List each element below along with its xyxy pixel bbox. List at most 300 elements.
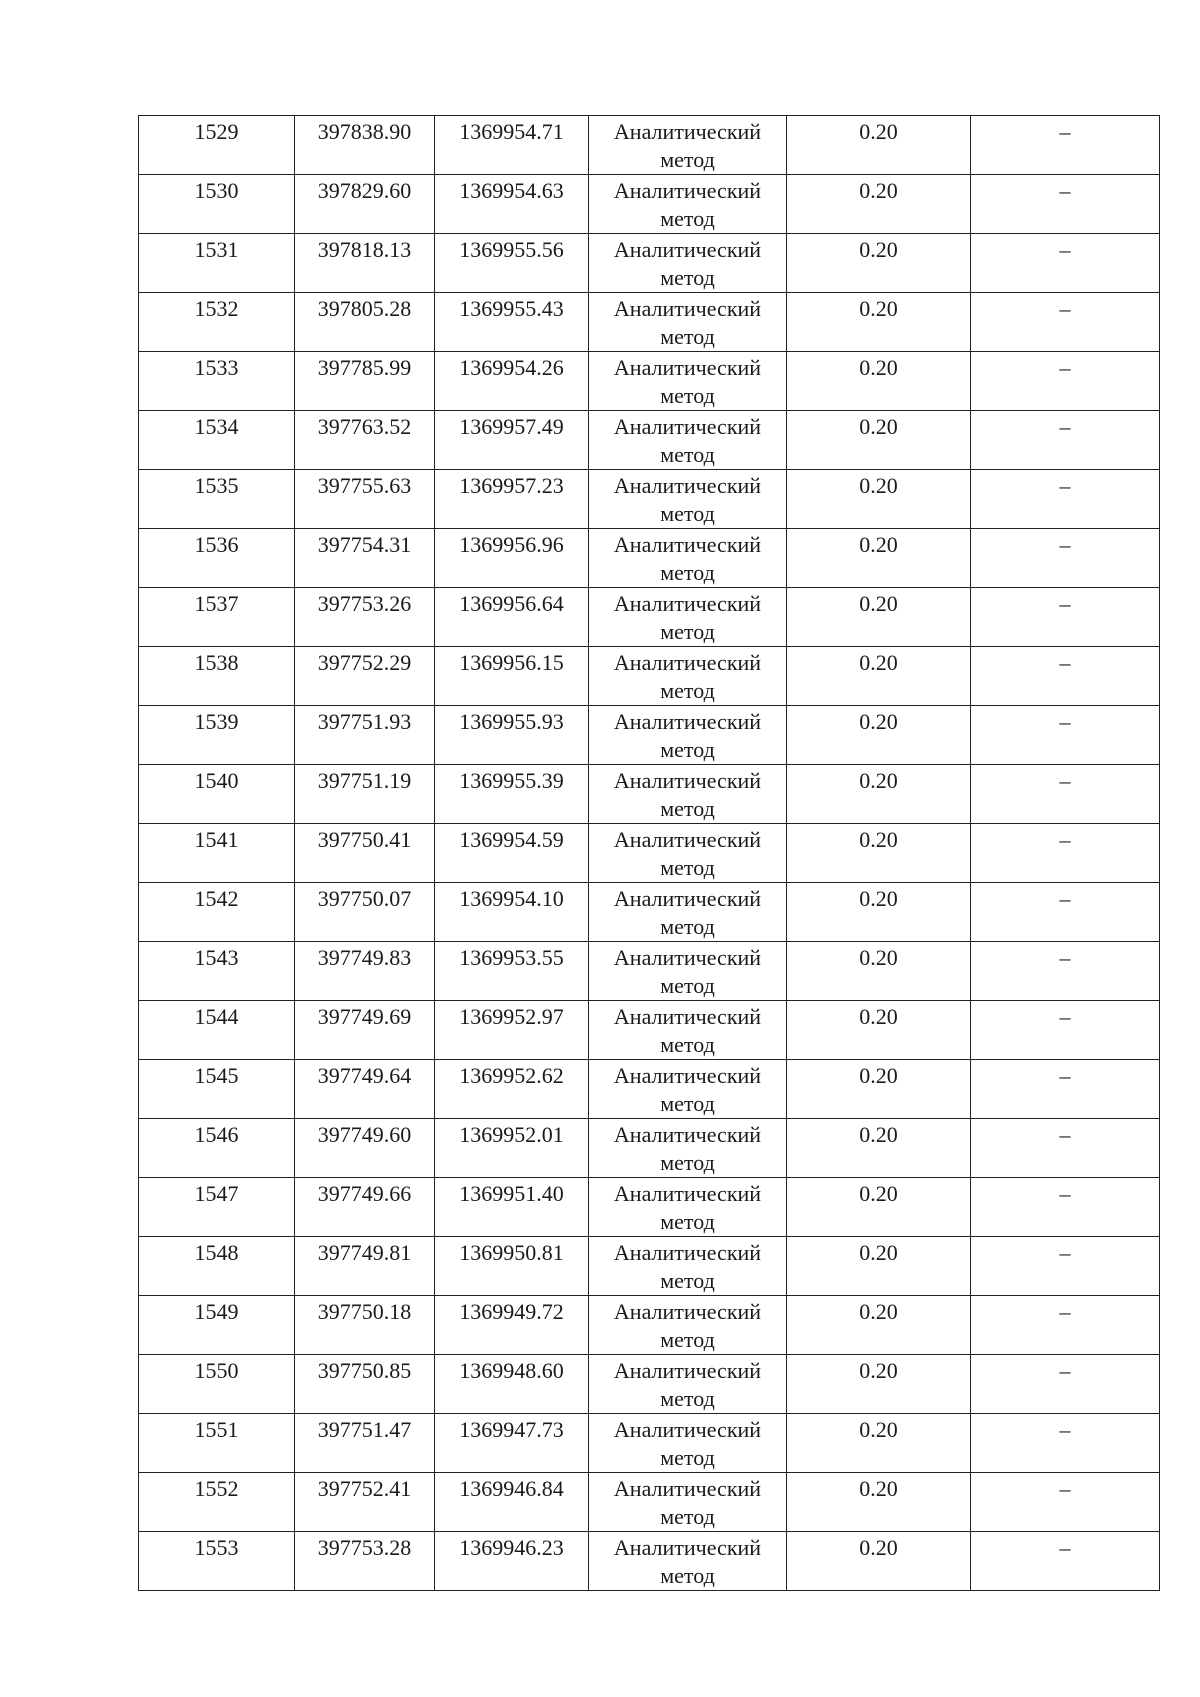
x-coordinate-cell: [295, 1060, 435, 1119]
method-text: [589, 1001, 786, 1059]
note-cell-text: –: [1059, 237, 1071, 262]
x-coordinate-cell-text: 397749.60: [317, 1122, 412, 1147]
method-cell: [589, 647, 787, 706]
method-text: [589, 1237, 786, 1295]
method-line-1: Аналитический: [613, 355, 762, 380]
note-cell-text: –: [1059, 1476, 1071, 1501]
x-coordinate-cell: [295, 765, 435, 824]
point-number-cell: [139, 1532, 295, 1591]
note-cell-text: –: [1059, 945, 1071, 970]
method-line-2: метод: [660, 1563, 715, 1588]
point-number-cell-text: 1535: [194, 473, 239, 498]
y-coordinate-cell: [435, 647, 589, 706]
y-coordinate-cell: [435, 1473, 589, 1532]
accuracy-cell-text: 0.20: [859, 1358, 898, 1383]
point-number-cell-text: 1529: [194, 119, 239, 144]
accuracy-cell-text: 0.20: [859, 1299, 898, 1324]
method-line-2: метод: [660, 147, 715, 172]
method-cell: [589, 1060, 787, 1119]
note-cell-text: –: [1059, 886, 1071, 911]
accuracy-cell-text: 0.20: [859, 1122, 898, 1147]
y-coordinate-cell: [435, 883, 589, 942]
method-text: [589, 824, 786, 882]
method-line-2: метод: [660, 1504, 715, 1529]
accuracy-cell-text: 0.20: [859, 709, 898, 734]
y-coordinate-cell: [435, 1119, 589, 1178]
accuracy-cell-text: 0.20: [859, 414, 898, 439]
note-cell-text: –: [1059, 1063, 1071, 1088]
point-number-cell: [139, 824, 295, 883]
accuracy-cell-text: 0.20: [859, 886, 898, 911]
point-number-cell-text: 1551: [194, 1417, 239, 1442]
accuracy-cell: [787, 1237, 971, 1296]
point-number-cell-text: 1539: [194, 709, 239, 734]
accuracy-cell-text: 0.20: [859, 827, 898, 852]
y-coordinate-cell-text: 1369955.56: [459, 237, 564, 262]
point-number-cell: [139, 293, 295, 352]
table-row: [139, 824, 1160, 883]
method-line-2: метод: [660, 1150, 715, 1175]
point-number-cell-text: 1536: [194, 532, 239, 557]
y-coordinate-cell-text: 1369950.81: [459, 1240, 564, 1265]
method-line-1: Аналитический: [613, 886, 762, 911]
x-coordinate-cell-text: 397750.18: [317, 1299, 412, 1324]
note-cell: [971, 824, 1160, 883]
method-line-2: метод: [660, 855, 715, 880]
y-coordinate-cell: [435, 942, 589, 1001]
x-coordinate-cell-text: 397838.90: [317, 119, 412, 144]
accuracy-cell: [787, 1119, 971, 1178]
table-row: [139, 1414, 1160, 1473]
point-number-cell: [139, 942, 295, 1001]
y-coordinate-cell-text: 1369946.23: [459, 1535, 564, 1560]
accuracy-cell: [787, 1414, 971, 1473]
note-cell: [971, 1001, 1160, 1060]
method-line-1: Аналитический: [613, 296, 762, 321]
point-number-cell-text: 1545: [194, 1063, 239, 1088]
x-coordinate-cell-text: 397829.60: [317, 178, 412, 203]
method-cell: [589, 1119, 787, 1178]
y-coordinate-cell-text: 1369952.01: [459, 1122, 564, 1147]
point-number-cell-text: 1540: [194, 768, 239, 793]
method-text: [589, 293, 786, 351]
accuracy-cell-text: 0.20: [859, 768, 898, 793]
x-coordinate-cell-text: 397749.64: [317, 1063, 412, 1088]
method-text: [589, 1296, 786, 1354]
point-number-cell-text: 1543: [194, 945, 239, 970]
method-line-1: Аналитический: [613, 178, 762, 203]
point-number-cell-text: 1530: [194, 178, 239, 203]
method-line-2: метод: [660, 324, 715, 349]
method-cell: [589, 883, 787, 942]
x-coordinate-cell-text: 397805.28: [317, 296, 412, 321]
note-cell: [971, 1414, 1160, 1473]
note-cell-text: –: [1059, 296, 1071, 321]
point-number-cell: [139, 1355, 295, 1414]
method-line-2: метод: [660, 619, 715, 644]
note-cell-text: –: [1059, 827, 1071, 852]
method-line-2: метод: [660, 1209, 715, 1234]
note-cell: [971, 647, 1160, 706]
note-cell-text: –: [1059, 1004, 1071, 1029]
note-cell: [971, 293, 1160, 352]
table-body: [139, 116, 1160, 1591]
method-line-1: Аналитический: [613, 709, 762, 734]
method-line-1: Аналитический: [613, 591, 762, 616]
method-line-2: метод: [660, 1091, 715, 1116]
point-number-cell-text: 1534: [194, 414, 239, 439]
method-cell: [589, 175, 787, 234]
point-number-cell-text: 1542: [194, 886, 239, 911]
method-cell: [589, 588, 787, 647]
method-text: [589, 883, 786, 941]
y-coordinate-cell-text: 1369953.55: [459, 945, 564, 970]
note-cell-text: –: [1059, 709, 1071, 734]
note-cell-text: –: [1059, 1417, 1071, 1442]
method-text: [589, 352, 786, 410]
point-number-cell-text: 1547: [194, 1181, 239, 1206]
accuracy-cell-text: 0.20: [859, 1476, 898, 1501]
point-number-cell: [139, 883, 295, 942]
method-line-1: Аналитический: [613, 473, 762, 498]
note-cell-text: –: [1059, 178, 1071, 203]
x-coordinate-cell: [295, 470, 435, 529]
method-line-2: метод: [660, 265, 715, 290]
accuracy-cell: [787, 175, 971, 234]
method-line-1: Аналитический: [613, 1240, 762, 1265]
y-coordinate-cell-text: 1369952.97: [459, 1004, 564, 1029]
note-cell-text: –: [1059, 119, 1071, 144]
point-number-cell: [139, 588, 295, 647]
y-coordinate-cell-text: 1369955.39: [459, 768, 564, 793]
point-number-cell: [139, 1237, 295, 1296]
table-row: [139, 116, 1160, 175]
note-cell-text: –: [1059, 768, 1071, 793]
method-line-1: Аналитический: [613, 650, 762, 675]
method-text: [589, 1532, 786, 1590]
point-number-cell-text: 1533: [194, 355, 239, 380]
note-cell: [971, 1296, 1160, 1355]
x-coordinate-cell-text: 397751.47: [317, 1417, 412, 1442]
x-coordinate-cell: [295, 293, 435, 352]
note-cell-text: –: [1059, 1240, 1071, 1265]
point-number-cell: [139, 1296, 295, 1355]
method-line-1: Аналитический: [613, 237, 762, 262]
y-coordinate-cell: [435, 352, 589, 411]
x-coordinate-cell: [295, 116, 435, 175]
method-line-1: Аналитический: [613, 1004, 762, 1029]
y-coordinate-cell: [435, 470, 589, 529]
note-cell: [971, 1119, 1160, 1178]
note-cell: [971, 942, 1160, 1001]
table-row: [139, 706, 1160, 765]
point-number-cell-text: 1544: [194, 1004, 239, 1029]
method-line-2: метод: [660, 1445, 715, 1470]
accuracy-cell: [787, 647, 971, 706]
y-coordinate-cell: [435, 1296, 589, 1355]
point-number-cell-text: 1538: [194, 650, 239, 675]
y-coordinate-cell-text: 1369957.49: [459, 414, 564, 439]
x-coordinate-cell: [295, 411, 435, 470]
x-coordinate-cell: [295, 647, 435, 706]
point-number-cell: [139, 1060, 295, 1119]
method-cell: [589, 234, 787, 293]
point-number-cell-text: 1541: [194, 827, 239, 852]
method-line-1: Аналитический: [613, 1476, 762, 1501]
method-text: [589, 470, 786, 528]
accuracy-cell: [787, 1532, 971, 1591]
method-text: [589, 234, 786, 292]
note-cell-text: –: [1059, 1299, 1071, 1324]
accuracy-cell-text: 0.20: [859, 1240, 898, 1265]
method-cell: [589, 1296, 787, 1355]
x-coordinate-cell: [295, 175, 435, 234]
accuracy-cell: [787, 1355, 971, 1414]
method-line-2: метод: [660, 678, 715, 703]
note-cell: [971, 1355, 1160, 1414]
method-line-2: метод: [660, 1032, 715, 1057]
point-number-cell: [139, 175, 295, 234]
x-coordinate-cell: [295, 706, 435, 765]
method-text: [589, 1355, 786, 1413]
x-coordinate-cell-text: 397752.41: [317, 1476, 412, 1501]
method-text: [589, 765, 786, 823]
point-number-cell-text: 1548: [194, 1240, 239, 1265]
point-number-cell-text: 1532: [194, 296, 239, 321]
y-coordinate-cell: [435, 1355, 589, 1414]
y-coordinate-cell: [435, 234, 589, 293]
x-coordinate-cell-text: 397753.26: [317, 591, 412, 616]
x-coordinate-cell: [295, 824, 435, 883]
x-coordinate-cell-text: 397750.85: [317, 1358, 412, 1383]
accuracy-cell: [787, 942, 971, 1001]
accuracy-cell: [787, 824, 971, 883]
y-coordinate-cell: [435, 588, 589, 647]
x-coordinate-cell: [295, 883, 435, 942]
table-row: [139, 1178, 1160, 1237]
method-line-1: Аналитический: [613, 827, 762, 852]
x-coordinate-cell: [295, 588, 435, 647]
y-coordinate-cell-text: 1369949.72: [459, 1299, 564, 1324]
y-coordinate-cell-text: 1369956.64: [459, 591, 564, 616]
note-cell: [971, 1532, 1160, 1591]
accuracy-cell-text: 0.20: [859, 237, 898, 262]
y-coordinate-cell-text: 1369951.40: [459, 1181, 564, 1206]
x-coordinate-cell: [295, 234, 435, 293]
method-cell: [589, 1237, 787, 1296]
table-row: [139, 1060, 1160, 1119]
y-coordinate-cell-text: 1369954.26: [459, 355, 564, 380]
method-line-1: Аналитический: [613, 1181, 762, 1206]
point-number-cell-text: 1552: [194, 1476, 239, 1501]
method-text: [589, 1473, 786, 1531]
method-cell: [589, 293, 787, 352]
point-number-cell: [139, 1414, 295, 1473]
y-coordinate-cell-text: 1369955.43: [459, 296, 564, 321]
x-coordinate-cell-text: 397749.83: [317, 945, 412, 970]
x-coordinate-cell: [295, 1532, 435, 1591]
accuracy-cell-text: 0.20: [859, 591, 898, 616]
note-cell: [971, 234, 1160, 293]
accuracy-cell: [787, 470, 971, 529]
method-cell: [589, 116, 787, 175]
method-text: [589, 1414, 786, 1472]
method-cell: [589, 470, 787, 529]
accuracy-cell: [787, 1178, 971, 1237]
method-cell: [589, 529, 787, 588]
point-number-cell: [139, 1119, 295, 1178]
accuracy-cell-text: 0.20: [859, 119, 898, 144]
method-line-2: метод: [660, 1327, 715, 1352]
note-cell-text: –: [1059, 650, 1071, 675]
method-cell: [589, 706, 787, 765]
x-coordinate-cell-text: 397750.07: [317, 886, 412, 911]
note-cell: [971, 529, 1160, 588]
y-coordinate-cell-text: 1369954.10: [459, 886, 564, 911]
y-coordinate-cell: [435, 765, 589, 824]
point-number-cell: [139, 1473, 295, 1532]
table-row: [139, 352, 1160, 411]
accuracy-cell-text: 0.20: [859, 532, 898, 557]
y-coordinate-cell-text: 1369954.59: [459, 827, 564, 852]
y-coordinate-cell-text: 1369956.96: [459, 532, 564, 557]
method-line-1: Аналитический: [613, 532, 762, 557]
method-text: [589, 529, 786, 587]
method-text: [589, 116, 786, 174]
accuracy-cell: [787, 352, 971, 411]
method-cell: [589, 1355, 787, 1414]
x-coordinate-cell-text: 397751.19: [317, 768, 412, 793]
table-row: [139, 1119, 1160, 1178]
method-text: [589, 588, 786, 646]
table-row: [139, 765, 1160, 824]
accuracy-cell-text: 0.20: [859, 1004, 898, 1029]
y-coordinate-cell-text: 1369954.71: [459, 119, 564, 144]
x-coordinate-cell-text: 397749.81: [317, 1240, 412, 1265]
method-line-1: Аналитический: [613, 1358, 762, 1383]
note-cell-text: –: [1059, 355, 1071, 380]
accuracy-cell-text: 0.20: [859, 473, 898, 498]
table-row: [139, 470, 1160, 529]
method-text: [589, 706, 786, 764]
x-coordinate-cell: [295, 1119, 435, 1178]
note-cell-text: –: [1059, 591, 1071, 616]
y-coordinate-cell: [435, 116, 589, 175]
accuracy-cell: [787, 706, 971, 765]
method-line-1: Аналитический: [613, 414, 762, 439]
table-row: [139, 1001, 1160, 1060]
accuracy-cell-text: 0.20: [859, 1535, 898, 1560]
table-row: [139, 883, 1160, 942]
accuracy-cell: [787, 1060, 971, 1119]
accuracy-cell-text: 0.20: [859, 1417, 898, 1442]
x-coordinate-cell: [295, 942, 435, 1001]
note-cell-text: –: [1059, 414, 1071, 439]
y-coordinate-cell: [435, 1060, 589, 1119]
note-cell-text: –: [1059, 532, 1071, 557]
x-coordinate-cell-text: 397752.29: [317, 650, 412, 675]
x-coordinate-cell-text: 397749.69: [317, 1004, 412, 1029]
note-cell-text: –: [1059, 1358, 1071, 1383]
table-row: [139, 942, 1160, 1001]
point-number-cell: [139, 1001, 295, 1060]
table-row: [139, 1296, 1160, 1355]
x-coordinate-cell-text: 397749.66: [317, 1181, 412, 1206]
x-coordinate-cell: [295, 1355, 435, 1414]
point-number-cell: [139, 529, 295, 588]
method-line-1: Аналитический: [613, 1063, 762, 1088]
method-line-2: метод: [660, 796, 715, 821]
note-cell-text: –: [1059, 1122, 1071, 1147]
method-line-1: Аналитический: [613, 1299, 762, 1324]
note-cell: [971, 411, 1160, 470]
method-cell: [589, 942, 787, 1001]
table-row: [139, 1237, 1160, 1296]
method-line-2: метод: [660, 501, 715, 526]
y-coordinate-cell: [435, 175, 589, 234]
note-cell: [971, 1178, 1160, 1237]
x-coordinate-cell: [295, 1001, 435, 1060]
table-row: [139, 234, 1160, 293]
point-number-cell-text: 1549: [194, 1299, 239, 1324]
accuracy-cell: [787, 1001, 971, 1060]
y-coordinate-cell: [435, 529, 589, 588]
point-number-cell-text: 1550: [194, 1358, 239, 1383]
point-number-cell-text: 1546: [194, 1122, 239, 1147]
accuracy-cell: [787, 116, 971, 175]
accuracy-cell: [787, 883, 971, 942]
point-number-cell: [139, 765, 295, 824]
accuracy-cell: [787, 1296, 971, 1355]
point-number-cell: [139, 116, 295, 175]
method-line-1: Аналитический: [613, 1535, 762, 1560]
method-line-1: Аналитический: [613, 119, 762, 144]
y-coordinate-cell-text: 1369957.23: [459, 473, 564, 498]
y-coordinate-cell-text: 1369948.60: [459, 1358, 564, 1383]
note-cell: [971, 1060, 1160, 1119]
point-number-cell-text: 1537: [194, 591, 239, 616]
accuracy-cell-text: 0.20: [859, 355, 898, 380]
method-cell: [589, 765, 787, 824]
method-cell: [589, 352, 787, 411]
table-row: [139, 647, 1160, 706]
method-line-1: Аналитический: [613, 1417, 762, 1442]
note-cell: [971, 1473, 1160, 1532]
method-cell: [589, 1001, 787, 1060]
note-cell-text: –: [1059, 473, 1071, 498]
point-number-cell: [139, 647, 295, 706]
method-line-1: Аналитический: [613, 768, 762, 793]
y-coordinate-cell: [435, 1178, 589, 1237]
accuracy-cell: [787, 411, 971, 470]
method-cell: [589, 1473, 787, 1532]
coordinates-table: [138, 115, 1160, 1591]
x-coordinate-cell-text: 397763.52: [317, 414, 412, 439]
y-coordinate-cell: [435, 1001, 589, 1060]
accuracy-cell-text: 0.20: [859, 650, 898, 675]
method-line-2: метод: [660, 560, 715, 585]
accuracy-cell-text: 0.20: [859, 1063, 898, 1088]
y-coordinate-cell: [435, 824, 589, 883]
method-line-1: Аналитический: [613, 945, 762, 970]
note-cell: [971, 588, 1160, 647]
y-coordinate-cell-text: 1369952.62: [459, 1063, 564, 1088]
note-cell-text: –: [1059, 1181, 1071, 1206]
point-number-cell: [139, 352, 295, 411]
point-number-cell: [139, 1178, 295, 1237]
accuracy-cell-text: 0.20: [859, 1181, 898, 1206]
method-text: [589, 647, 786, 705]
